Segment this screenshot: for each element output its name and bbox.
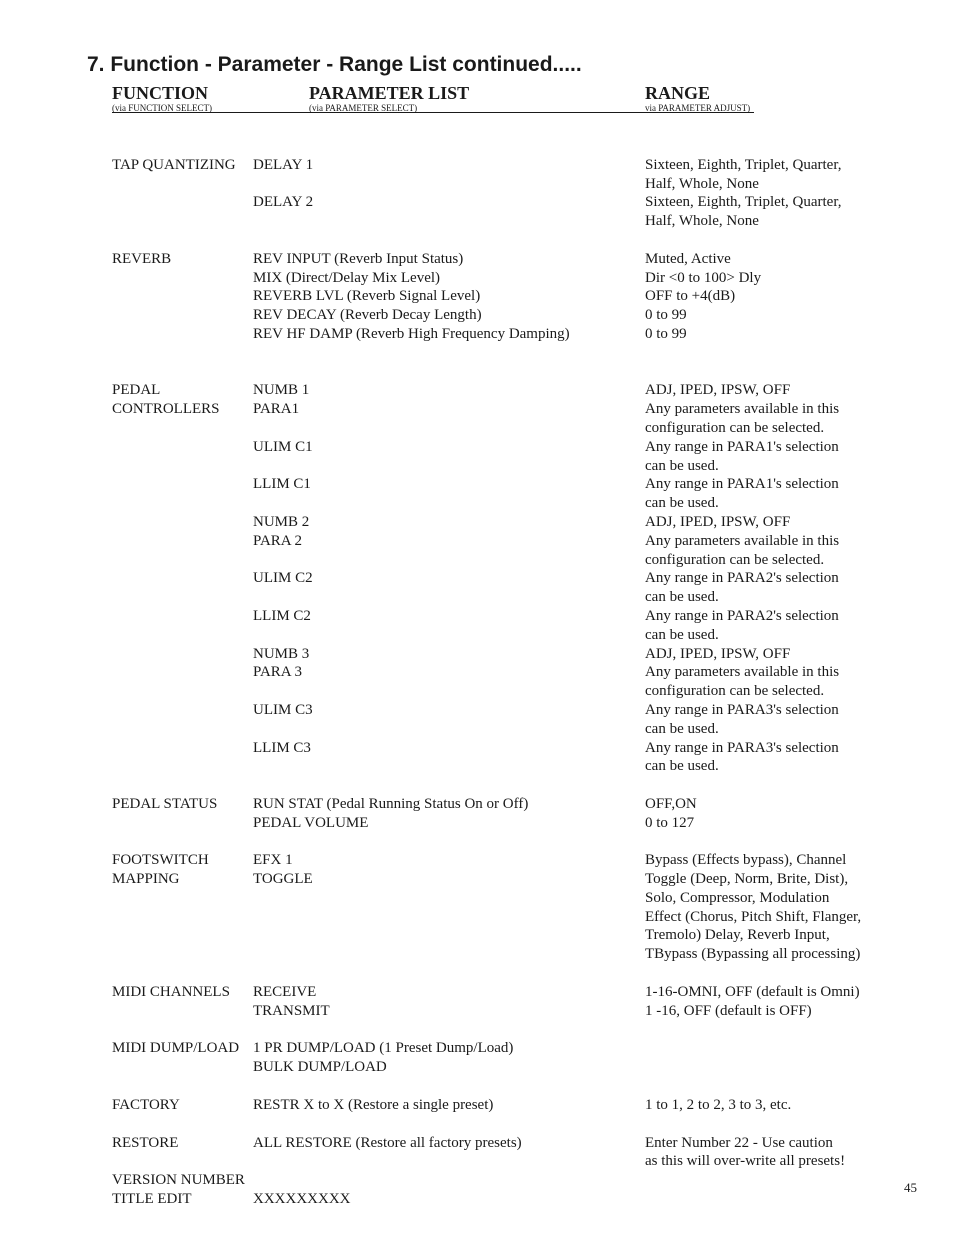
table-section bbox=[0, 795, 954, 833]
table-row bbox=[0, 193, 954, 231]
range-cell bbox=[645, 607, 945, 645]
parameter-column-header: PARAMETER LIST bbox=[309, 83, 470, 103]
header-rule bbox=[112, 112, 754, 113]
table-section bbox=[0, 983, 954, 1021]
range-line: can be used. bbox=[645, 626, 719, 643]
parameter-cell: REV INPUT (Reverb Input Status) bbox=[253, 250, 464, 267]
parameter-cell: LLIM C3 bbox=[253, 739, 311, 756]
parameter-cell: REV HF DAMP (Reverb High Frequency Damping) bbox=[253, 325, 570, 342]
table-section bbox=[0, 381, 954, 776]
parameter-cell: PEDAL VOLUME bbox=[253, 814, 369, 831]
range-line: Bypass (Effects bypass), Channel bbox=[645, 852, 847, 869]
function-cell: PEDAL bbox=[112, 382, 161, 399]
parameter-table bbox=[0, 137, 954, 1209]
function-column-header: FUNCTION bbox=[112, 83, 209, 103]
range-cell bbox=[645, 438, 945, 476]
parameter-cell: PARA1 bbox=[253, 401, 300, 418]
range-cell bbox=[645, 306, 945, 325]
table-row bbox=[0, 400, 954, 438]
range-line: Any range in PARA1's selection bbox=[645, 438, 839, 455]
range-line: Tremolo) Delay, Reverb Input, bbox=[645, 927, 830, 944]
range-line: can be used. bbox=[645, 495, 719, 512]
parameter-cell: LLIM C2 bbox=[253, 607, 311, 624]
table-row bbox=[0, 250, 954, 269]
range-line: Any range in PARA3's selection bbox=[645, 701, 839, 718]
range-cell bbox=[645, 983, 945, 1002]
parameter-cell: PARA 2 bbox=[253, 532, 303, 549]
parameter-cell: TOGGLE bbox=[253, 871, 313, 888]
parameter-cell: ALL RESTORE (Restore all factory presets) bbox=[253, 1134, 522, 1151]
range-cell bbox=[645, 287, 945, 306]
table-row bbox=[0, 438, 954, 476]
range-cell bbox=[645, 739, 945, 777]
function-cell: REVERB bbox=[112, 250, 172, 267]
table-section bbox=[0, 1039, 954, 1077]
parameter-cell: EFX 1 bbox=[253, 852, 293, 869]
table-row bbox=[0, 1002, 954, 1021]
parameter-column-subheader: (via PARAMETER SELECT) bbox=[309, 103, 418, 113]
table-row bbox=[0, 325, 954, 344]
table-row bbox=[0, 1058, 954, 1077]
table-row bbox=[0, 739, 954, 777]
range-line: can be used. bbox=[645, 720, 719, 737]
page-title: 7. Function - Parameter - Range List continued..... bbox=[87, 53, 582, 76]
range-line: Solo, Compressor, Modulation bbox=[645, 889, 830, 906]
range-line: can be used. bbox=[645, 457, 719, 474]
table-row bbox=[0, 663, 954, 701]
range-line: Half, Whole, None bbox=[645, 175, 759, 192]
range-cell bbox=[645, 325, 945, 344]
table-row bbox=[0, 645, 954, 664]
parameter-cell: XXXXXXXXX bbox=[253, 1191, 351, 1208]
parameter-cell: ULIM C2 bbox=[253, 570, 313, 587]
range-line: OFF,ON bbox=[645, 795, 697, 812]
table-row bbox=[0, 701, 954, 739]
range-line: ADJ, IPED, IPSW, OFF bbox=[645, 513, 791, 530]
function-cell: MIDI CHANNELS bbox=[112, 983, 230, 1000]
parameter-cell: REVERB LVL (Reverb Signal Level) bbox=[253, 288, 481, 305]
range-line: 1 -16, OFF (default is OFF) bbox=[645, 1002, 812, 1019]
parameter-cell: RESTR X to X (Restore a single preset) bbox=[253, 1096, 494, 1113]
parameter-cell: TRANSMIT bbox=[253, 1002, 330, 1019]
range-line: Dir <0 to 100> Dly bbox=[645, 269, 762, 286]
parameter-cell: ULIM C1 bbox=[253, 438, 313, 455]
table-row bbox=[0, 156, 954, 194]
table-row bbox=[0, 1096, 954, 1115]
range-cell bbox=[645, 814, 945, 833]
range-column-header: RANGE bbox=[645, 83, 711, 103]
range-cell bbox=[645, 569, 945, 607]
table-row bbox=[0, 983, 954, 1002]
range-cell bbox=[645, 475, 945, 513]
range-cell bbox=[645, 381, 945, 400]
range-line: Sixteen, Eighth, Triplet, Quarter, bbox=[645, 194, 842, 211]
parameter-cell: NUMB 1 bbox=[253, 382, 310, 399]
range-cell bbox=[645, 851, 945, 870]
parameter-cell: DELAY 2 bbox=[253, 194, 314, 211]
range-line: 0 to 99 bbox=[645, 307, 687, 324]
range-cell bbox=[645, 400, 945, 438]
table-row bbox=[0, 814, 954, 833]
table-row bbox=[0, 1171, 954, 1190]
range-cell bbox=[645, 532, 945, 570]
range-line: Half, Whole, None bbox=[645, 213, 759, 230]
function-cell: MIDI DUMP/LOAD bbox=[112, 1040, 240, 1057]
range-line: Any range in PARA3's selection bbox=[645, 739, 839, 756]
table-section bbox=[0, 156, 954, 231]
range-line: Any parameters available in this bbox=[645, 664, 840, 681]
range-cell bbox=[645, 193, 945, 231]
parameter-cell: RECEIVE bbox=[253, 983, 317, 1000]
range-cell bbox=[645, 663, 945, 701]
table-row bbox=[0, 607, 954, 645]
parameter-cell: NUMB 3 bbox=[253, 645, 310, 662]
table-row bbox=[0, 287, 954, 306]
range-cell bbox=[645, 513, 945, 532]
range-cell bbox=[645, 250, 945, 269]
table-row bbox=[0, 569, 954, 607]
range-line: Toggle (Deep, Norm, Brite, Dist), bbox=[645, 871, 849, 888]
range-cell bbox=[645, 269, 945, 288]
table-row bbox=[0, 1134, 954, 1172]
function-cell: TAP QUANTIZING bbox=[112, 156, 236, 173]
range-line: Any parameters available in this bbox=[645, 401, 840, 418]
parameter-cell: PARA 3 bbox=[253, 664, 303, 681]
range-cell bbox=[645, 156, 945, 194]
table-row bbox=[0, 1039, 954, 1058]
range-line: 1 to 1, 2 to 2, 3 to 3, etc. bbox=[645, 1096, 792, 1113]
range-cell bbox=[645, 870, 945, 964]
table-section bbox=[0, 851, 954, 964]
range-cell bbox=[645, 1002, 945, 1021]
parameter-cell: DELAY 1 bbox=[253, 156, 314, 173]
range-line: ADJ, IPED, IPSW, OFF bbox=[645, 645, 791, 662]
table-section bbox=[0, 1134, 954, 1209]
range-cell bbox=[645, 1096, 945, 1115]
function-cell: PEDAL STATUS bbox=[112, 795, 218, 812]
function-cell: TITLE EDIT bbox=[112, 1191, 192, 1208]
range-cell bbox=[645, 701, 945, 739]
table-row bbox=[0, 381, 954, 400]
table-row bbox=[0, 269, 954, 288]
range-cell bbox=[645, 1134, 945, 1172]
parameter-cell: NUMB 2 bbox=[253, 513, 310, 530]
table-row bbox=[0, 1190, 954, 1209]
range-line: ADJ, IPED, IPSW, OFF bbox=[645, 382, 791, 399]
range-cell bbox=[645, 795, 945, 814]
table-row bbox=[0, 513, 954, 532]
function-cell: MAPPING bbox=[112, 871, 180, 888]
range-line: configuration can be selected. bbox=[645, 683, 825, 700]
range-line: configuration can be selected. bbox=[645, 551, 825, 568]
range-line: Sixteen, Eighth, Triplet, Quarter, bbox=[645, 156, 842, 173]
range-line: configuration can be selected. bbox=[645, 419, 825, 436]
table-row bbox=[0, 795, 954, 814]
range-line: 0 to 99 bbox=[645, 325, 687, 342]
page-number: 45 bbox=[904, 1180, 917, 1195]
parameter-cell: ULIM C3 bbox=[253, 701, 313, 718]
function-cell: RESTORE bbox=[112, 1134, 179, 1151]
table-row bbox=[0, 532, 954, 570]
range-line: Muted, Active bbox=[645, 250, 731, 267]
range-line: TBypass (Bypassing all processing) bbox=[645, 946, 861, 963]
parameter-cell: MIX (Direct/Delay Mix Level) bbox=[253, 269, 441, 286]
range-line: 0 to 127 bbox=[645, 814, 695, 831]
function-cell: CONTROLLERS bbox=[112, 401, 220, 418]
range-line: Effect (Chorus, Pitch Shift, Flanger, bbox=[645, 908, 862, 925]
range-line: can be used. bbox=[645, 589, 719, 606]
range-line: Any range in PARA2's selection bbox=[645, 607, 839, 624]
range-cell bbox=[645, 645, 945, 664]
table-row bbox=[0, 851, 954, 870]
range-line: OFF to +4(dB) bbox=[645, 288, 736, 305]
range-line: Any range in PARA1's selection bbox=[645, 476, 839, 493]
range-line: 1-16-OMNI, OFF (default is Omni) bbox=[645, 983, 860, 1000]
table-row bbox=[0, 870, 954, 964]
parameter-cell: BULK DUMP/LOAD bbox=[253, 1059, 387, 1076]
function-cell: FACTORY bbox=[112, 1096, 180, 1113]
range-line: Enter Number 22 - Use caution bbox=[645, 1134, 833, 1151]
table-row bbox=[0, 306, 954, 325]
range-column-subheader: via PARAMETER ADJUST) bbox=[645, 103, 751, 113]
function-column-subheader: (via FUNCTION SELECT) bbox=[112, 103, 212, 113]
range-line: as this will over-write all presets! bbox=[645, 1153, 846, 1170]
range-line: Any range in PARA2's selection bbox=[645, 570, 839, 587]
function-cell: VERSION NUMBER bbox=[112, 1172, 245, 1189]
table-section bbox=[0, 1096, 954, 1115]
parameter-cell: REV DECAY (Reverb Decay Length) bbox=[253, 307, 482, 324]
parameter-cell: RUN STAT (Pedal Running Status On or Off) bbox=[253, 795, 529, 812]
function-cell: FOOTSWITCH bbox=[112, 852, 209, 869]
range-line: can be used. bbox=[645, 758, 719, 775]
parameter-cell: LLIM C1 bbox=[253, 476, 311, 493]
range-line: Any parameters available in this bbox=[645, 532, 840, 549]
parameter-cell: 1 PR DUMP/LOAD (1 Preset Dump/Load) bbox=[253, 1040, 514, 1057]
table-row bbox=[0, 475, 954, 513]
table-section bbox=[0, 250, 954, 344]
